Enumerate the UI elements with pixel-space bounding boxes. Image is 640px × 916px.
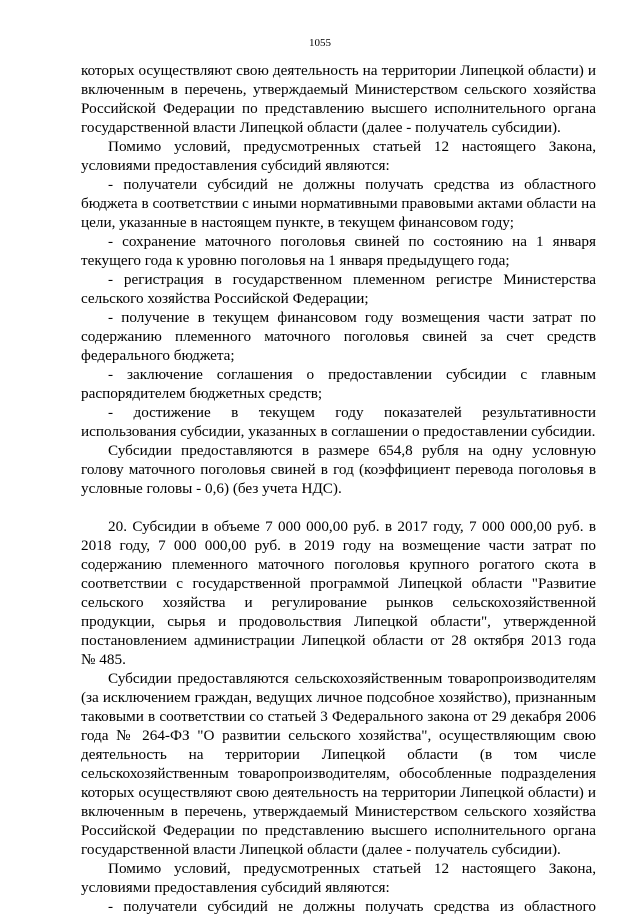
text-line: содержанию племенного маточного поголовья крупного рогатого скота в	[81, 556, 596, 573]
text-line: содержанию племенного маточного поголовья свиней за счет средств	[81, 328, 596, 345]
text-line: сельского хозяйства Российской Федерации;	[81, 290, 369, 307]
text-line: цели, указанные в настоящем пункте, в текущем финансовом году;	[81, 214, 514, 231]
text-line: - получатели субсидий не должны получать средства из областного	[108, 176, 596, 193]
text-line: которых осуществляют свою деятельность на территории Липецкой области) и	[81, 62, 596, 79]
text-line: включенным в перечень, утверждаемый Министерством сельского хозяйства	[81, 803, 596, 820]
text-line: 20. Субсидии в объеме 7 000 000,00 руб. в 2017 году, 7 000 000,00 руб. в	[108, 518, 596, 535]
text-line: № 485.	[81, 651, 126, 668]
text-line: включенным в перечень, утверждаемый Министерством сельского хозяйства	[81, 81, 596, 98]
text-line: Субсидии предоставляются в размере 654,8 рубля на одну условную	[108, 442, 596, 459]
text-line: голову маточного поголовья свиней в год (коэффициент перевода поголовья в	[81, 461, 596, 478]
text-line: текущего года к уровню поголовья на 1 января предыдущего года;	[81, 252, 510, 269]
text-line: условные головы - 0,6) (без учета НДС).	[81, 480, 342, 497]
text-line: Российской Федерации по представлению высшего исполнительного органа	[81, 100, 596, 117]
text-line: Помимо условий, предусмотренных статьей 12 настоящего Закона,	[108, 860, 596, 877]
text-line: (за исключением граждан, ведущих личное подсобное хозяйство), признанным	[81, 689, 596, 706]
text-line: года № 264-ФЗ "О развитии сельского хозяйства", осуществляющим свою	[81, 727, 596, 744]
page-number: 1055	[309, 37, 331, 49]
text-line: Помимо условий, предусмотренных статьей 12 настоящего Закона,	[108, 138, 596, 155]
text-line: которых осуществляют свою деятельность на территории Липецкой области) и	[81, 784, 596, 801]
text-line: продукции, сырья и продовольствия Липецкой области", утвержденной	[81, 613, 596, 630]
text-line: - достижение в текущем году показателей результативности	[108, 404, 596, 421]
text-line: сельскохозяйственным товаропроизводителям, обособленные подразделения	[81, 765, 596, 782]
text-line: федерального бюджета;	[81, 347, 235, 364]
text-line: соответствии с государственной программой Липецкой области "Развитие	[81, 575, 596, 592]
text-line: государственной власти Липецкой области (далее - получатель субсидии).	[81, 841, 561, 858]
text-line: условиями предоставления субсидий являются:	[81, 157, 390, 174]
text-line: использования субсидии, указанных в соглашении о предоставлении субсидии.	[81, 423, 596, 440]
text-line: - заключение соглашения о предоставлении субсидии с главным	[108, 366, 596, 383]
text-line: - сохранение маточного поголовья свиней по состоянию на 1 января	[108, 233, 596, 250]
text-line: таковыми в соответствии со статьей 3 Федерального закона от 29 декабря 2006	[81, 708, 596, 725]
text-line: постановлением администрации Липецкой области от 28 октября 2013 года	[81, 632, 596, 649]
text-line: Субсидии предоставляются сельскохозяйственным товаропроизводителям	[108, 670, 596, 687]
text-line: - регистрация в государственном племенном регистре Министерства	[108, 271, 596, 288]
text-line: условиями предоставления субсидий являются:	[81, 879, 390, 896]
text-line: государственной власти Липецкой области (далее - получатель субсидии).	[81, 119, 561, 136]
text-line: - получение в текущем финансовом году возмещения части затрат по	[108, 309, 596, 326]
text-line: Российской Федерации по представлению высшего исполнительного органа	[81, 822, 596, 839]
text-line: распорядителем бюджетных средств;	[81, 385, 323, 402]
text-line: сельского хозяйства и регулирование рынков сельскохозяйственной	[81, 594, 596, 611]
text-line: бюджета в соответствии с иными нормативными правовыми актами области на	[81, 195, 596, 212]
text-line: - получатели субсидий не должны получать средства из областного	[108, 898, 596, 915]
text-line: деятельность на территории Липецкой области (в том числе	[81, 746, 596, 763]
text-line: 2018 году, 7 000 000,00 руб. в 2019 году на возмещение части затрат по	[81, 537, 596, 554]
